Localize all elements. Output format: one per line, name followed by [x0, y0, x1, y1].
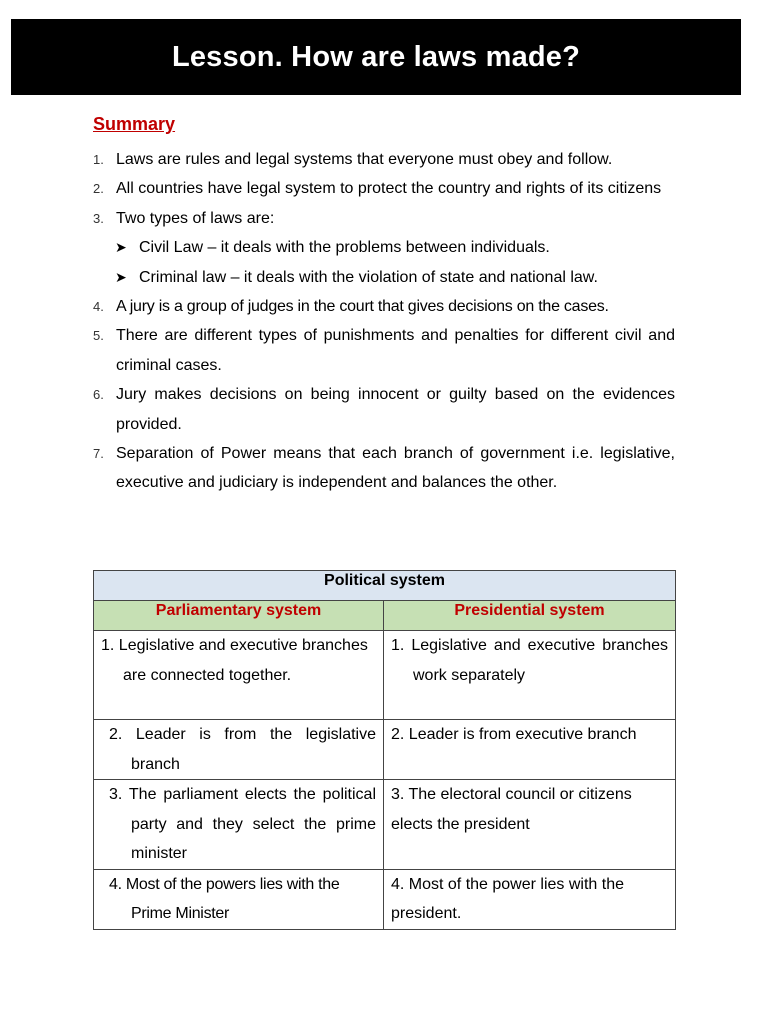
list-text: Separation of Power means that each branch of government i.e. legislative, executive and judiciary is independent and balances the other.: [116, 445, 675, 492]
list-number: 5.: [93, 328, 104, 344]
title-banner: [11, 19, 741, 95]
sub-list-text: Civil Law – it deals with the problems between individuals.: [139, 239, 550, 257]
list-number: 3.: [93, 210, 104, 226]
list-item: [93, 145, 675, 174]
table-row: [94, 780, 676, 870]
table-cell-text: 3. The electoral council or citizens elects the president: [391, 786, 632, 833]
table-cell-text: 1. Legislative and executive branches work separately: [391, 637, 669, 684]
column-header-presidential: Presidential system: [384, 601, 676, 631]
table-cell-text: 4. Most of the powers lies with the Prime Minister: [109, 875, 340, 922]
summary-list: [93, 145, 675, 498]
table-row: [94, 869, 676, 929]
list-number: 7.: [93, 446, 104, 462]
sub-list-item: [93, 263, 675, 292]
table-cell-text: 3. The parliament elects the political party and they select the prime minister: [109, 786, 376, 862]
list-item: [93, 174, 675, 203]
list-text: Jury makes decisions on being innocent or guilty based on the evidences provided.: [116, 386, 675, 433]
list-text: Two types of laws are:: [116, 209, 275, 227]
list-number: 6.: [93, 387, 104, 403]
table-row: [94, 631, 676, 720]
sub-list-text: Criminal law – it deals with the violation of state and national law.: [139, 268, 598, 286]
table-caption: Political system: [94, 571, 676, 601]
page-title: Lesson. How are laws made?: [171, 40, 581, 73]
arrow-bullet-icon: ➤: [115, 268, 127, 285]
table-cell-text: 1. Legislative and executive branches are connected together.: [101, 637, 368, 684]
political-system-table: [93, 570, 676, 930]
table-cell-text: 2. Leader is from the legislative branch: [109, 726, 376, 773]
column-header-parliamentary: Parliamentary system: [94, 601, 384, 631]
table-row: [94, 720, 676, 780]
list-number: 2.: [93, 181, 104, 197]
list-number: 1.: [93, 152, 104, 167]
list-item: [93, 439, 675, 498]
table-cell-text: 2. Leader is from executive branch: [391, 726, 637, 743]
list-text: A jury is a group of judges in the court that gives decisions on the cases.: [116, 298, 609, 316]
list-number: 4.: [93, 299, 104, 315]
list-item: [93, 204, 675, 233]
list-item: [93, 380, 675, 439]
summary-heading: Summary: [93, 114, 176, 134]
list-text: Laws are rules and legal systems that everyone must obey and follow.: [116, 151, 613, 168]
list-text: All countries have legal system to protect the country and rights of its citizens: [116, 180, 662, 198]
arrow-bullet-icon: ➤: [115, 239, 127, 256]
sub-list-item: [93, 233, 675, 262]
list-item: [93, 321, 675, 380]
table-cell-text: 4. Most of the power lies with the president.: [391, 875, 624, 922]
list-text: There are different types of punishments and penalties for different civil and criminal cases.: [116, 327, 675, 374]
list-item: [93, 292, 675, 321]
